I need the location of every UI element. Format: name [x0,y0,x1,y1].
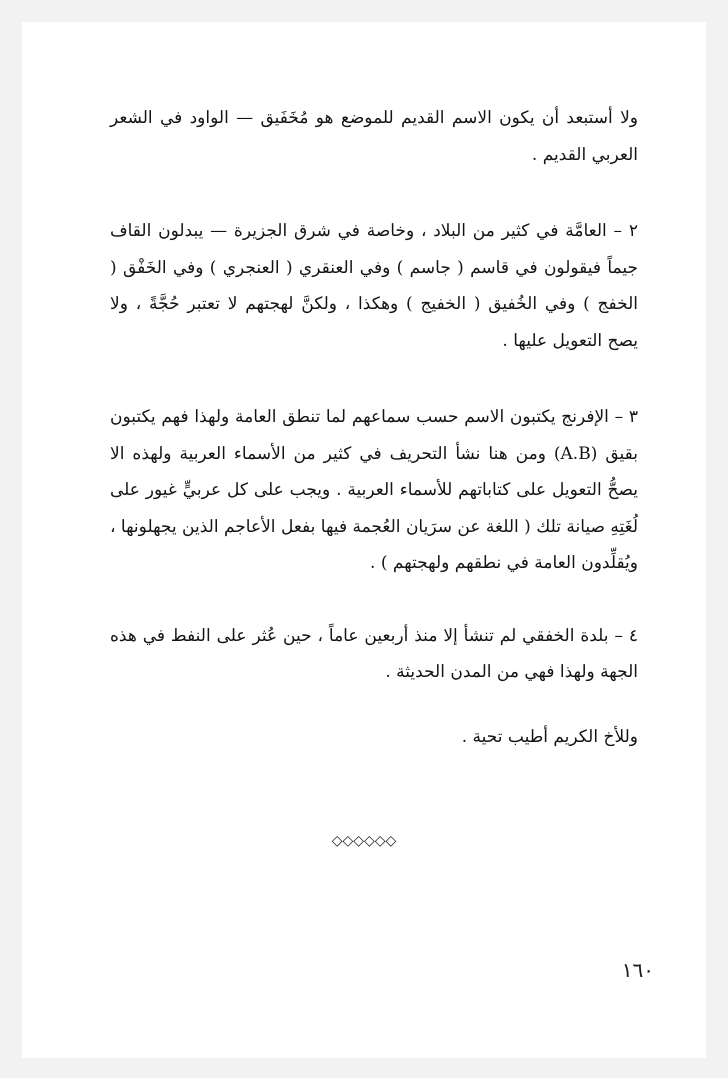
page-number: ١٦٠ [621,958,654,982]
paragraph-point-2: ٢ – العامَّة في كثير من البلاد ، وخاصة في شرق الجزيرة — يبدلون القاف جيماً فيقولون في قاسم ( جاسم ) وفي العنقري ( العنجري ) وفي الخَفْق ( الخفج ) وفي الخُفيق ( الخفيج ) وهكذا ، ولكنَّ لهجتهم لا تعتبر حُجَّةً ، ولا يصح التعويل عليها . [110,221,638,351]
text-body [110,100,660,755]
spacer [110,173,660,213]
paragraph-closing: وللأخ الكريم أطيب تحية . [461,726,638,747]
section-ornament: ◇◇◇◇◇◇ [331,833,397,849]
spacer [110,691,660,719]
spacer [110,582,660,618]
paragraph-intro: ولا أستبعد أن يكون الاسم القديم للموضع هو مُخَفَيق — الواود في الشعر العربي القديم . [110,108,638,165]
spacer [110,359,660,399]
paragraph-point-3: ٣ – الإفرنج يكتبون الاسم حسب سماعهم لما تنطق العامة ولهذا فهم يكتبون بقيق (A.B) ومن هنا نشأ التحريف في كثير من الأسماء العربية ولهذه الا يصحُّ التعويل على كتاباتهم للأسماء العربية . ويجب على كل عربيٍّ غيور على لُغَتِهِ صيانة تلك ( اللغة عن سرَيان العُجمة فيها بفعل الأعاجم الذين يجهلونها ، ويُقلِّدون العامة في نطقهم ولهجتهم ) . [110,407,638,573]
document-page [22,22,706,1058]
paragraph-point-4: ٤ – بلدة الخفقي لم تنشأ إلا منذ أربعين عاماً ، حين عُثر على النفط في هذه الجهة ولهذا فهي من المدن الحديثة . [110,625,638,682]
